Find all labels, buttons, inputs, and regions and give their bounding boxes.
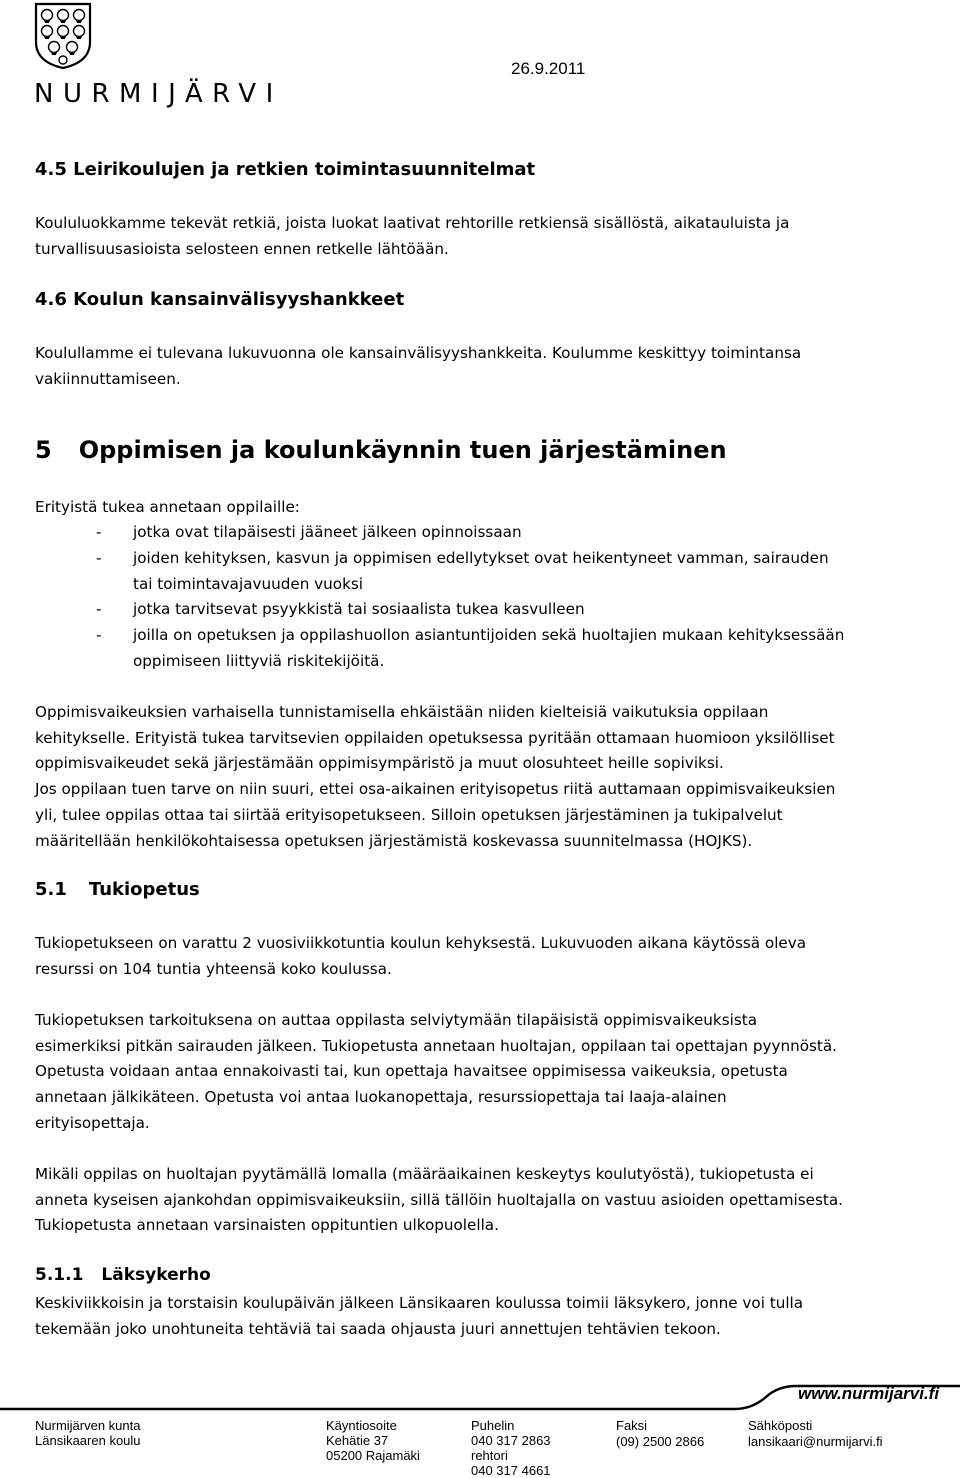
section-5-para-line: yli, tulee oppilas ottaa tai siirtää erityisopetukseen. Silloin opetuksen järjestäminen ja tukipalvelut [35,806,783,824]
section-4-6-line: vakiinnuttamiseen. [35,370,181,388]
section-5-1-1-line: Keskiviikkoisin ja torstaisin koulupäivän jälkeen Länsikaaren koulussa toimii läksykero, jonne voi tulla [35,1294,804,1312]
section-4-5-line: Koululuokkamme tekevät retkiä, joista luokat laativat rehtorille retkiensä sisällöstä, aikatauluista ja [35,214,790,232]
section-5-1-line: Tukiopetuksen tarkoituksena on auttaa oppilasta selviytymään tilapäisistä oppimisvaikeuksista [35,1011,758,1029]
section-5-number: 5 [35,436,52,464]
section-5-para-line: määritellään henkilökohtaisessa opetuksen järjestämistä koskevassa suunnitelmassa (HOJKS). [35,832,753,850]
section-5-heading [35,436,727,464]
section-4-6-line: Koulullamme ei tulevana lukuvuonna ole kansainvälisyyshankkeita. Koulumme keskittyy toimintansa [35,344,802,362]
section-5-1-line: Tukiopetusta annetaan varsinaisten oppituntien ulkopuolella. [35,1216,499,1234]
section-5-1-heading: 5.1 Tukiopetus [35,879,200,900]
section-5-para-line: kehitykselle. Erityistä tukea tarvitsevien oppilaiden opetuksessa pyritään ottamaan huomioon yksilölliset [35,729,835,747]
section-5-title: Oppimisen ja koulunkäynnin tuen järjestäminen [78,436,727,464]
list-item-continuation: tai toimintavajavuuden vuoksi [133,575,364,593]
section-5-1-line: Tukiopetukseen on varattu 2 vuosiviikkotuntia koulun kehyksestä. Lukuvuoden aikana käytössä oleva [35,934,807,952]
section-5-1-1-heading: 5.1.1 Läksykerho [35,1265,211,1285]
section-5-para-line: oppimisvaikeudet sekä järjestämään oppimisympäristö ja muut olosuhteet heille sopiviksi. [35,754,724,772]
bullet-dash: - [96,626,102,644]
list-item: - jotka tarvitsevat psyykkistä tai sosiaalista tukea kasvulleen [133,596,585,622]
logo-wordmark: NURMIJÄRVI [34,79,283,109]
footer-address: Käyntiosoite Kehätie 37 05200 Rajamäki [326,1418,420,1463]
section-5-intro: Erityistä tukea annetaan oppilaille: [35,498,300,516]
section-5-para-line: Jos oppilaan tuen tarve on niin suuri, ettei osa-aikainen erityisopetus riitä auttamaan oppimisvaikeuksien [35,780,836,798]
footer-fax: Faksi (09) 2500 2866 [616,1418,705,1449]
list-item: - joilla on opetuksen ja oppilashuollon asiantuntijoiden sekä huoltajien mukaan kehityksessään [133,622,844,648]
section-4-5-line: turvallisuusasioista selosteen ennen retkelle lähtöään. [35,240,449,258]
document-date: 26.9.2011 [511,59,586,78]
bullet-dash: - [96,600,102,618]
section-5-1-line: resurssi on 104 tuntia yhteensä koko koulussa. [35,960,392,978]
section-5-1-line: esimerkiksi pitkän sairauden jälkeen. Tukiopetusta annetaan huoltajan, oppilaan tai opettajan pyynnöstä. [35,1037,837,1055]
list-item: - joiden kehityksen, kasvun ja oppimisen edellytykset ovat heikentyneet vamman, sairauden [133,545,829,571]
bullet-dash: - [96,549,102,567]
footer-organization: Nurmijärven kunta Länsikaaren koulu [35,1418,141,1448]
section-5-1-line: erityisopettaja. [35,1114,150,1132]
coat-of-arms-logo [34,2,92,70]
section-5-1-line: annetaan jälkikäteen. Opetusta voi antaa luokanopettaja, resurssiopettaja tai laaja-alainen [35,1088,727,1106]
section-5-1-line: Opetusta voidaan antaa ennakoivasti tai, kun opettaja havaitsee oppimisessa vaikeuksia, opetusta [35,1062,788,1080]
list-item: - jotka ovat tilapäisesti jääneet jälkeen opinnoissaan [133,519,522,545]
bullet-dash: - [96,523,102,541]
footer-phone: Puhelin 040 317 2863 rehtori 040 317 4661 [471,1418,551,1478]
section-5-1-1-line: tekemään joko unohtuneita tehtäviä tai saada ohjausta juuri annettujen tehtävien tekoon. [35,1320,721,1338]
list-item-continuation: oppimiseen liittyviä riskitekijöitä. [133,652,385,670]
section-5-1-line: anneta kyseisen ajankohdan oppimisvaikeuksiin, sillä tällöin huoltajalla on vastuu asioiden opettamisesta. [35,1191,843,1209]
section-5-1-line: Mikäli oppilas on huoltajan pyytämällä lomalla (määräaikainen keskeytys koulutyöstä), tukiopetusta ei [35,1165,814,1183]
section-5-para-line: Oppimisvaikeuksien varhaisella tunnistamisella ehkäistään niiden kielteisiä vaikutuksia oppilaan [35,703,769,721]
section-4-6-heading: 4.6 Koulun kansainvälisyyshankkeet [35,289,405,310]
section-4-5-heading: 4.5 Leirikoulujen ja retkien toimintasuunnitelmat [35,159,536,180]
footer-email: Sähköposti lansikaari@nurmijarvi.fi [748,1418,883,1449]
footer-url[interactable]: www.nurmijarvi.fi [798,1384,940,1403]
